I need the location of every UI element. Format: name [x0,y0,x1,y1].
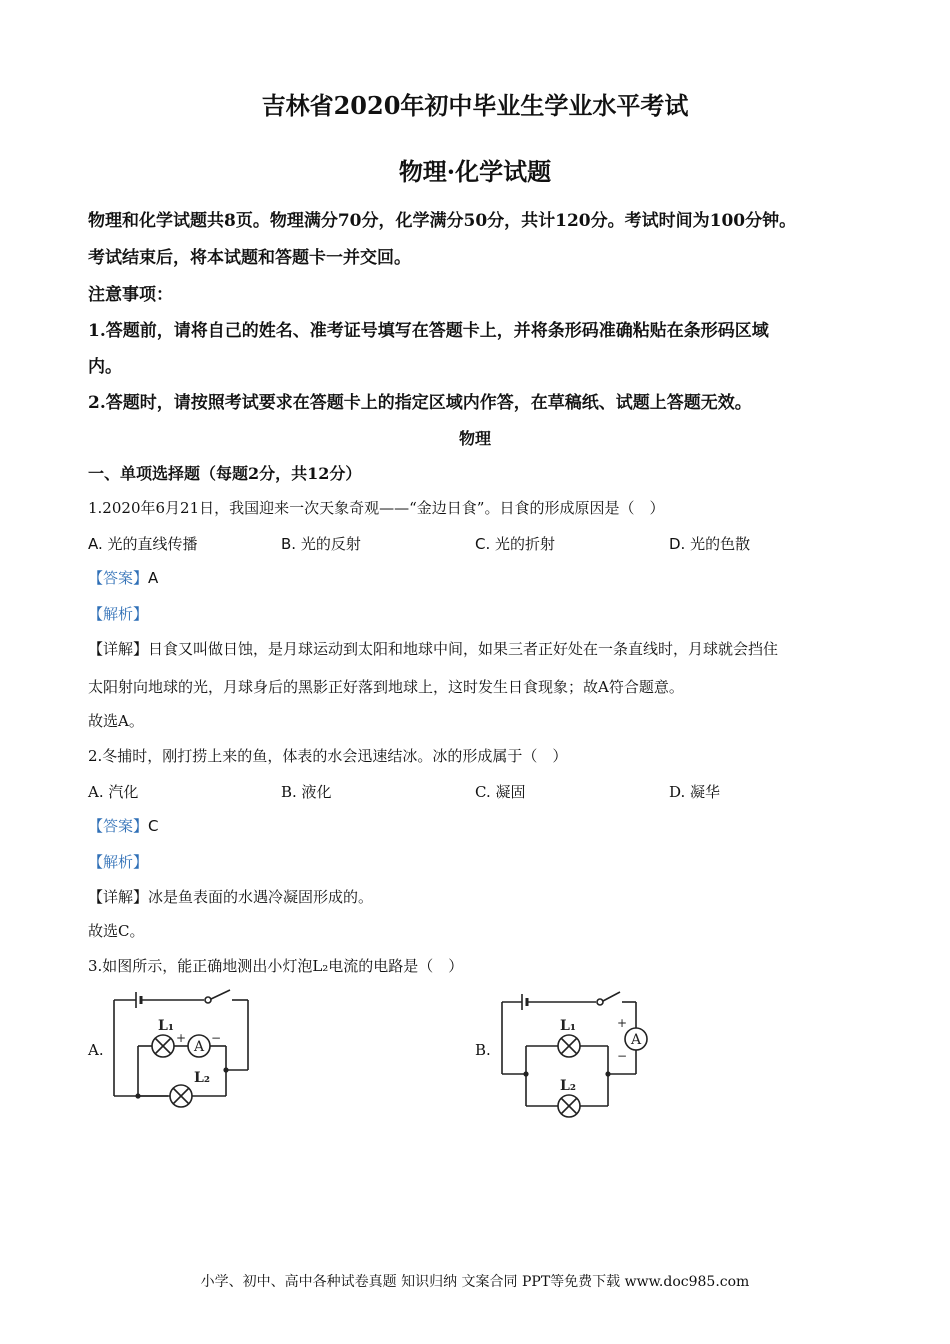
switch-pivot [597,999,603,1005]
intro-line: 考试结束后，将本试题和答题卡一并交回。 [88,248,411,268]
option-d: D. 光的色散 [669,535,751,553]
question-stem: 3.如图所示，能正确地测出小灯泡L₂电流的电路是（ ） [88,957,464,975]
section-heading: 一、单项选择题（每题2分，共12分） [88,464,362,483]
answer-tag: 【答案】 [88,569,149,587]
lamp-l2-label: L₂ [560,1078,576,1094]
conclusion: 故选A。 [88,712,144,730]
ammeter-plus: + [616,1016,628,1030]
option-b: B. 液化 [281,783,332,801]
lamp-l2 [170,1085,192,1107]
lamp-l1-label: L₁ [158,1018,174,1034]
circuit-diagram-b [496,994,656,1112]
exam-title: 吉林省2020年初中毕业生学业水平考试 [261,91,689,120]
notice-item: 1.答题前，请将自己的姓名、准考证号填写在答题卡上，并将条形码准确粘贴在条形码区域 [88,321,769,341]
answer-line [88,567,158,588]
detail-text: 日食又叫做日蚀，是月球运动到太阳和地球中间，如果三者正好处在一条直线时，月球就会挡住 [148,640,779,658]
option-a: A. 光的直线传播 [88,535,198,553]
notice-item: 2.答题时，请按照考试要求在答题卡上的指定区域内作答，在草稿纸、试题上答题无效。 [88,393,752,413]
ammeter-symbol: A [630,1032,642,1048]
detail-text: 冰是鱼表面的水遇冷凝固形成的。 [148,888,374,906]
option-b: B. 光的反射 [281,535,361,553]
answer-value: A [148,569,159,587]
answer-tag: 【答案】 [88,817,149,835]
lamp-l1 [558,1035,580,1057]
detail-line [88,886,373,907]
conclusion: 故选C。 [88,922,145,940]
option-a-label: A. [88,1041,104,1059]
exam-subtitle: 物理·化学试题 [398,157,552,186]
ammeter-symbol: A [193,1039,205,1055]
answer-line [88,815,159,836]
switch-blade [603,992,620,1001]
detail-line: 太阳射向地球的光，月球身后的黑影正好落到地球上，这时发生日食现象；故A符合题意。 [88,678,684,696]
lamp-l1-label: L₁ [560,1018,576,1034]
option-c: C. 凝固 [475,783,526,801]
ammeter-minus: − [616,1049,628,1063]
footer-text: 小学、初中、高中各种试卷真题 知识归纳 文案合同 PPT等免费下载 www.doc985.com [200,1274,750,1290]
detail-tag: 【详解】 [88,640,149,658]
circuit-diagram-a [108,988,258,1108]
subject-heading: 物理 [458,429,491,448]
question-stem: 2.冬捕时，刚打捞上来的鱼，体表的水会迅速结冰。冰的形成属于（ ） [88,747,568,765]
lamp-l2 [558,1095,580,1117]
option-c: C. 光的折射 [475,535,556,553]
intro-line: 物理和化学试题共8页。物理满分70分，化学满分50分，共计120分。考试时间为100分钟。 [88,211,797,231]
question-stem: 1.2020年6月21日，我国迎来一次天象奇观——“金边日食”。日食的形成原因是（ ） [88,499,665,517]
option-d: D. 凝华 [669,783,721,801]
ammeter-plus: + [175,1031,187,1045]
analysis-tag: 【解析】 [88,853,149,871]
switch-blade [211,990,230,999]
detail-tag: 【详解】 [88,888,149,906]
analysis-tag: 【解析】 [88,605,149,623]
lamp-l2-label: L₂ [194,1070,210,1086]
notice-title: 注意事项： [88,285,173,305]
ammeter-minus: − [210,1031,222,1045]
notice-item: 内。 [88,357,122,377]
detail-line [88,638,778,659]
lamp-l1 [152,1035,174,1057]
answer-value: C [148,817,159,835]
switch-pivot [205,997,211,1003]
option-b-label: B. [475,1041,491,1059]
option-a: A. 汽化 [88,783,139,801]
